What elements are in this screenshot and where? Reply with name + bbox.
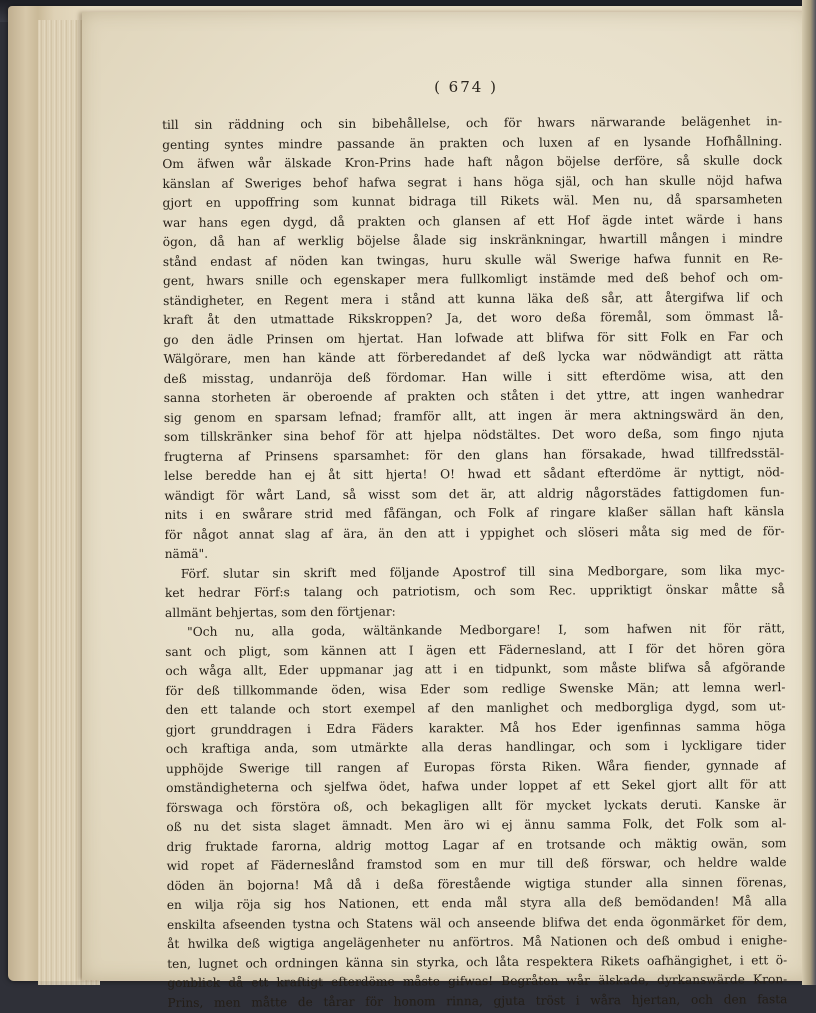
text-line: enskilta afseenden tystna och Statens wäl och anseende blifwa det enda ögonmärket för dem, xyxy=(166,913,787,932)
page-number: ( 674 ) xyxy=(434,78,498,96)
page-right-edge xyxy=(802,0,816,985)
text-line: för något annat slag af ära, än den att i yppighet och slöseri måta sig med de för- xyxy=(164,523,785,542)
text-line: Wälgörare, men han kände att förberedandet af deß lycka war nödwändigt att rätta xyxy=(163,348,784,366)
text-line: "Och nu, alla goda, wältänkande Medborgare! I, som hafwen nit för rätt, xyxy=(187,621,786,639)
body-text xyxy=(162,112,787,1013)
text-line: upphöjde Swerige till rangen af Europas första Riken. Wåra fiender, gynnade af xyxy=(165,757,787,776)
text-line: stånd endast af nöden kan twingas, huru skulle wäl Swerige hafwa funnit en Re- xyxy=(162,250,783,269)
text-line: döden än bojorna! Må då i deßa förestående wigtiga stunder alla sinnen förenas, xyxy=(166,874,787,893)
text-line: som tillskränker sina behof för att hjelpa nödstältes. Det woro deßa, som fingo njuta xyxy=(163,426,784,444)
text-line: åt hwilka deß wigtiga angelägenheter nu anförtros. Må Nationen och deß ombud i enighe- xyxy=(167,933,788,951)
text-line: gonblick då ett kraftigt efterdöme måste gifwas! Begråten wår älskade, dyrkanswärde Kron- xyxy=(167,972,788,990)
text-line: och kraftiga anda, som utmärkte alla deras handlingar, och som i lyckligare tider xyxy=(165,738,786,756)
text-line: drig fruktade farorna, aldrig mottog Lagar af en trotsande och mäktig owän, som xyxy=(166,835,787,854)
text-line: sanna storheten är oberoende af prakten och ståten i det yttre, att ingen wanhedrar xyxy=(163,387,784,405)
text-line: nits i en swårare strid med fåfängan, och Folk af ringare klaßer sällan haft känsla xyxy=(164,504,785,522)
text-line: ständigheter, en Regent mera i stånd att kunna läka deß sår, att återgifwa lif och xyxy=(163,289,784,308)
text-line: kraft åt den utmattade Rikskroppen? Ja, det woro deßa föremål, som ömmast lå- xyxy=(163,309,784,327)
text-line: Om äfwen wår älskade Kron-Prins hade haft någon böjelse derföre, så skulle dock xyxy=(162,153,783,171)
text-line: frugterna af Prinsens sparsamhet: för den glans han försakade, hwad tillfredsstäl- xyxy=(164,445,785,464)
text-line: känslan af Sweriges behof hafwa segrat i hans höga själ, och han skulle nöjd hafwa xyxy=(162,172,783,191)
text-line: till sin räddning och sin bibehållelse, och för hwars närwarande belägenhet in- xyxy=(162,114,783,132)
text-line: go den ädle Prinsen om hjertat. Han lofwade att blifwa för sitt Folk en Far och xyxy=(163,328,784,347)
text-line: oß nu det sista slaget ämnadt. Men äro wi ej ännu samma Folk, det Folk som al- xyxy=(166,816,787,834)
text-line: en wilja röja sig hos Nationen, ett enda mål styra alla deß bemödanden! Må alla xyxy=(166,894,787,912)
text-line: gjort grunddragen i Edra Fäders karakter. Må hos Eder igenfinnas samma höga xyxy=(165,718,786,737)
text-line: allmänt behjertas, som den förtjenar: xyxy=(164,604,396,620)
text-line: deß misstag, undanröja deß fördomar. Han wille i sitt efterdöme wisa, att den xyxy=(163,367,784,386)
text-line: genting syntes mindre passande än prakten och luxen af en lysande Hofhållning. xyxy=(162,133,783,152)
text-line: wid ropet af Fäderneslånd framstod som en mur till deß förswar, och heldre walde xyxy=(166,855,787,873)
text-line: ten, lugnet och ordningen känna sin styrka, och låta respektera Rikets oafhängighet, i ett ö- xyxy=(167,952,788,971)
text-line: nämä". xyxy=(164,546,209,561)
text-line: Prins, men måtte de tårar för honom rinna, gjuta tröst i wåra hjertan, och den fasta xyxy=(167,991,788,1010)
text-line: Förf. slutar sin skrift med följande Apostrof till sina Medborgare, som lika myc- xyxy=(180,562,785,581)
text-line: för deß tillkommande öden, wisa Eder som redlige Swenske Män; att lemna werl- xyxy=(165,679,786,698)
text-line: gent, hwars snille och egenskaper mera fullkomligt instämde med deß behof och om- xyxy=(162,270,784,288)
text-line: wändigt för wårt Land, så wisst som det är, att aldrig någorstädes fattigdomen fun- xyxy=(164,484,785,503)
text-line: gjort en uppoffring som kunnat bidraga till Rikets wäl. Men nu, då sparsamheten xyxy=(162,192,783,210)
text-line: lelse beredde han ej åt sitt hjerta! O! hwad ett sådant efterdöme är nyttigt, nöd- xyxy=(164,465,785,483)
text-line: omständigheterna och sjelfwa ödet, hafwa under loppet af ett Sekel gjort allt för att xyxy=(166,777,787,795)
text-line: sig genom en sparsam lefnad; framför allt, att ingen är mera aktningswärd än den, xyxy=(163,406,784,425)
text-line: och wåga allt, Eder uppmanar jag att i en tidpunkt, som måste blifwa så afgörande xyxy=(165,660,786,678)
text-line: förswaga och förstöra oß, och bekagligen allt för mycket lyckats deruti. Kanske är xyxy=(166,796,787,815)
text-line: ket hedrar Förf:s talang och patriotism, och som Rec. uppriktigt önskar måtte så xyxy=(164,582,785,600)
text-line: sant och pligt, som kännen att I ägen ett Fädernesland, att I för det hören göra xyxy=(165,640,786,659)
text-line: war hans egen dygd, då prakten och glansen af ett Hof ägde intet wärde i hans xyxy=(162,211,783,230)
text-line: den ett talande och stort exempel af den manlighet och medborgliga dygd, som ut- xyxy=(165,699,786,717)
text-line: ögon, då han af werklig böjelse ålade sig inskränkningar, hwartill mången i mindre xyxy=(162,231,783,249)
